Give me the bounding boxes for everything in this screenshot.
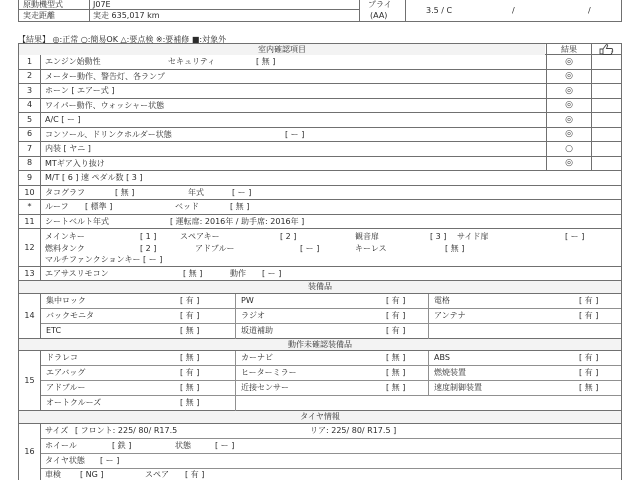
multifunction-key-label: マルチファンクションキー [ ー ] — [45, 255, 163, 264]
inspection-label: 車検 — [45, 470, 61, 479]
interior-row-8 — [18, 157, 622, 172]
unverified-cell — [428, 366, 621, 380]
unverified-label: オートクルーズ — [46, 398, 102, 407]
tire-size-label: サイズ — [45, 426, 69, 435]
horn-label: ホーン [ エアー式 ] — [45, 86, 115, 95]
row-number: 11 — [19, 215, 41, 228]
hand-icon — [599, 44, 615, 55]
equipment-subrow — [41, 324, 621, 339]
unverified-value: [ 無 ] — [386, 353, 406, 362]
tire-size-front: [ フロント: 225/ 80/ R17.5 — [75, 426, 178, 435]
result-legend: 【結果】 ◎:正常 ○:簡易OK △:要点検 ※:要補修 ■:対象外 — [18, 35, 227, 44]
air-suspension-remote-label: エアサスリモコン — [45, 269, 109, 278]
keyless-label: キーレス — [355, 244, 387, 253]
ply-code: (AA) — [370, 11, 388, 20]
unverified-label: ABS — [434, 353, 450, 362]
hand-icon-cell — [591, 44, 621, 54]
mt-gear-label: MTギア入り抜け — [45, 158, 105, 168]
spec-row-10 — [18, 186, 622, 200]
main-key-label: メインキー — [45, 232, 85, 241]
wheel-label: ホイール — [45, 441, 77, 450]
row-number: 15 — [19, 351, 41, 410]
unverified-label: エアバッグ — [46, 368, 86, 377]
result-header-text: 結果 — [561, 44, 577, 54]
row-number: * — [19, 200, 41, 214]
rear-door-value: [ 3 ] — [430, 232, 447, 241]
engine-start-label: エンジン始動性 — [45, 57, 101, 66]
tires-subrow — [41, 454, 621, 469]
interior-row-4 — [18, 99, 622, 114]
equipment-label: PW — [241, 296, 254, 305]
ply-slash-1: / — [512, 6, 515, 15]
equipment-label: 集中ロック — [46, 296, 86, 305]
result-cell: ◎ — [546, 99, 591, 113]
row-number: 7 — [19, 142, 41, 156]
result-cell: ◎ — [546, 113, 591, 127]
tires-row — [18, 424, 622, 480]
equipment-cell — [428, 309, 621, 323]
inspection-value: [ NG ] — [80, 470, 104, 479]
console-value: [ ー ] — [285, 129, 305, 139]
mileage-label: 実走距離 — [23, 11, 55, 20]
equipment-value: [ 有 ] — [180, 296, 200, 305]
result-cell: ◎ — [546, 55, 591, 69]
unverified-cell — [41, 396, 235, 411]
interior-row-3 — [18, 84, 622, 99]
unverified-cell — [41, 366, 235, 380]
unverified-label: 近接センサー — [241, 383, 289, 392]
icon-cell — [591, 128, 621, 142]
equipment-subrow — [41, 309, 621, 324]
interior-row-2 — [18, 70, 622, 85]
side-door-value: [ ー ] — [565, 232, 585, 241]
row-number: 1 — [19, 55, 41, 69]
equipment-value: [ 有 ] — [386, 326, 406, 335]
equipment-label: 坂道補助 — [241, 326, 273, 335]
unverified-label: 燃焼装置 — [434, 368, 466, 377]
tachograph-year-value: [ ー ] — [232, 188, 252, 197]
unverified-title: 動作未確認装備品 — [288, 339, 352, 349]
row-number: 16 — [19, 424, 41, 480]
unverified-cell — [235, 351, 428, 365]
operation-label: 動作 — [230, 269, 246, 278]
result-cell: ◎ — [546, 128, 591, 142]
label-column-divider — [89, 0, 90, 21]
tires-title: タイヤ情報 — [300, 412, 340, 421]
equipment-cell-empty — [428, 324, 621, 339]
icon-cell — [591, 113, 621, 127]
unverified-label: ドラレコ — [46, 353, 78, 362]
result-header — [546, 44, 591, 54]
ply-info-box — [360, 0, 622, 22]
seatbelt-year-value: [ 運転席: 2016年 / 助手席: 2016年 ] — [170, 217, 305, 226]
unverified-label: ヒーターミラー — [241, 368, 297, 377]
row-number: 12 — [19, 229, 41, 266]
unverified-cell — [428, 351, 621, 365]
tachograph-value: [ 無 ] — [115, 188, 135, 197]
equipment-cell — [41, 324, 235, 339]
equipment-label: ラジオ — [241, 311, 265, 320]
transmission-label: M/T [ 6 ] 速 ペダル数 [ 3 ] — [45, 173, 143, 182]
icon-cell — [591, 55, 621, 69]
result-cell: ○ — [546, 142, 591, 156]
icon-cell — [591, 70, 621, 84]
equipment-cell — [235, 309, 428, 323]
spare-key-value: [ 2 ] — [280, 232, 297, 241]
seatbelt-year-label: シートベルト年式 — [45, 217, 109, 226]
unverified-label: 速度制御装置 — [434, 383, 482, 392]
equipment-value: [ 有 ] — [386, 296, 406, 305]
ply-label: プライ — [368, 0, 392, 9]
wheel-value: [ 鉄 ] — [112, 441, 132, 450]
equipment-value: [ 有 ] — [579, 296, 599, 305]
unverified-subrow — [41, 366, 621, 381]
bed-value: [ 無 ] — [230, 202, 250, 211]
ac-label: A/C [ ー ] — [45, 115, 81, 124]
result-cell: ◎ — [546, 157, 591, 171]
equipment-cell — [235, 324, 428, 339]
wheel-condition-value: [ ー ] — [215, 441, 235, 450]
unverified-value: [ 無 ] — [180, 398, 200, 407]
equipment-subrow — [41, 294, 621, 309]
unverified-label: アドブルー — [46, 383, 86, 392]
engine-type-label: 原動機型式 — [23, 0, 63, 9]
interior-row-5 — [18, 113, 622, 128]
icon-cell — [591, 142, 621, 156]
unverified-value: [ 無 ] — [386, 383, 406, 392]
icon-cell — [591, 99, 621, 113]
tires-subrow — [41, 469, 621, 480]
unverified-value: [ 無 ] — [386, 368, 406, 377]
result-cell: ◎ — [546, 84, 591, 98]
spec-row-roof — [18, 200, 622, 215]
equipment-cell — [428, 294, 621, 308]
row-number: 8 — [19, 157, 41, 171]
equipment-header — [18, 281, 622, 294]
interior-trim-label: 内装 [ ヤニ ] — [45, 144, 91, 153]
wiper-label: ワイパー動作、ウォッシャー状態 — [45, 100, 165, 110]
tires-subrow — [41, 439, 621, 454]
interior-row-6 — [18, 128, 622, 143]
spare-tire-value: [ 有 ] — [185, 470, 205, 479]
ply-divider — [405, 0, 406, 21]
equipment-label: アンテナ — [434, 311, 466, 320]
fuel-tank-value: [ 2 ] — [140, 244, 157, 253]
unverified-value: [ 有 ] — [579, 368, 599, 377]
equipment-cell — [41, 294, 235, 308]
spec-row-12 — [18, 229, 622, 267]
tachograph-label: タコグラフ — [45, 188, 85, 197]
interior-title-text: 室内確認項目 — [258, 44, 306, 54]
equipment-cell — [41, 309, 235, 323]
adblue-value: [ ー ] — [300, 244, 320, 253]
main-key-value: [ 1 ] — [140, 232, 157, 241]
row-number: 5 — [19, 113, 41, 127]
row-number: 3 — [19, 84, 41, 98]
unverified-value: [ 無 ] — [579, 383, 599, 392]
interior-title — [19, 44, 545, 55]
row-number: 6 — [19, 128, 41, 142]
unverified-cell-empty — [235, 396, 428, 411]
equipment-value: [ 有 ] — [579, 311, 599, 320]
equipment-row — [18, 294, 622, 339]
unverified-value: [ 有 ] — [579, 353, 599, 362]
keyless-value: [ 無 ] — [445, 244, 465, 253]
unverified-value: [ 無 ] — [180, 353, 200, 362]
interior-row-7 — [18, 142, 622, 157]
spare-key-label: スペアキー — [180, 232, 220, 241]
adblue-label: アドブルー — [195, 244, 235, 253]
tachograph-year-label: 年式 — [188, 188, 204, 197]
mileage-value: 実走 635,017 km — [93, 11, 160, 20]
row-number: 2 — [19, 70, 41, 84]
fuel-tank-label: 燃料タンク — [45, 244, 85, 253]
unverified-cell — [428, 381, 621, 395]
unverified-header — [18, 339, 622, 351]
vehicle-info-box — [18, 0, 360, 22]
unverified-value: [ 無 ] — [180, 383, 200, 392]
row-number: 4 — [19, 99, 41, 113]
tire-condition-label: タイヤ状態 — [45, 456, 85, 465]
equipment-value: [ 有 ] — [180, 311, 200, 320]
unverified-cell — [235, 366, 428, 380]
row-number: 13 — [19, 267, 41, 280]
tire-condition-value: [ ー ] — [100, 456, 120, 465]
unverified-subrow — [41, 351, 621, 366]
equipment-label: ETC — [46, 326, 62, 335]
equipment-value: [ 有 ] — [386, 311, 406, 320]
row-number: 10 — [19, 186, 41, 199]
unverified-cell — [41, 351, 235, 365]
ply-slash-2: / — [588, 6, 591, 15]
spec-row-11 — [18, 215, 622, 229]
unverified-row — [18, 351, 622, 411]
side-door-label: サイド扉 — [457, 232, 489, 241]
equipment-value: [ 無 ] — [180, 326, 200, 335]
row-number: 14 — [19, 294, 41, 338]
roof-label: ルーフ — [45, 202, 69, 211]
interior-header-row — [18, 43, 622, 55]
interior-row-1 — [18, 55, 622, 70]
icon-cell — [591, 157, 621, 171]
equipment-label: バックモニタ — [46, 311, 94, 320]
engine-type-value: J07E — [93, 0, 111, 9]
spec-row-13 — [18, 267, 622, 281]
unverified-label: カーナビ — [241, 353, 273, 362]
tires-header — [18, 411, 622, 424]
equipment-cell — [235, 294, 428, 308]
unverified-subrow — [41, 396, 621, 411]
security-value: [ 無 ] — [256, 57, 276, 66]
unverified-cell — [235, 381, 428, 395]
security-label: セキュリティ — [168, 57, 216, 66]
equipment-label: 電格 — [434, 296, 450, 305]
tires-subrow — [41, 424, 621, 439]
spare-tire-label: スペア — [145, 470, 169, 479]
bed-label: ベッド — [175, 202, 199, 211]
rear-door-label: 観音扉 — [355, 232, 379, 241]
equipment-title: 装備品 — [308, 282, 332, 291]
roof-value: [ 標準 ] — [85, 202, 113, 211]
tire-size-rear: リア: 225/ 80/ R17.5 ] — [310, 426, 397, 435]
result-cell: ◎ — [546, 70, 591, 84]
meter-label: メーター動作、警告灯、各ランプ — [45, 71, 165, 81]
air-suspension-remote-value: [ 無 ] — [183, 269, 203, 278]
console-label: コンソール、ドリンクホルダー状態 — [45, 129, 172, 139]
unverified-cell — [41, 381, 235, 395]
unverified-subrow — [41, 381, 621, 396]
engine-row — [19, 0, 359, 10]
ply-value: 3.5 / C — [426, 6, 453, 15]
wheel-condition-label: 状態 — [175, 441, 191, 450]
spec-row-9 — [18, 171, 622, 186]
row-number: 9 — [19, 171, 41, 185]
unverified-value: [ 有 ] — [180, 368, 200, 377]
operation-value: [ ー ] — [262, 269, 282, 278]
icon-cell — [591, 84, 621, 98]
